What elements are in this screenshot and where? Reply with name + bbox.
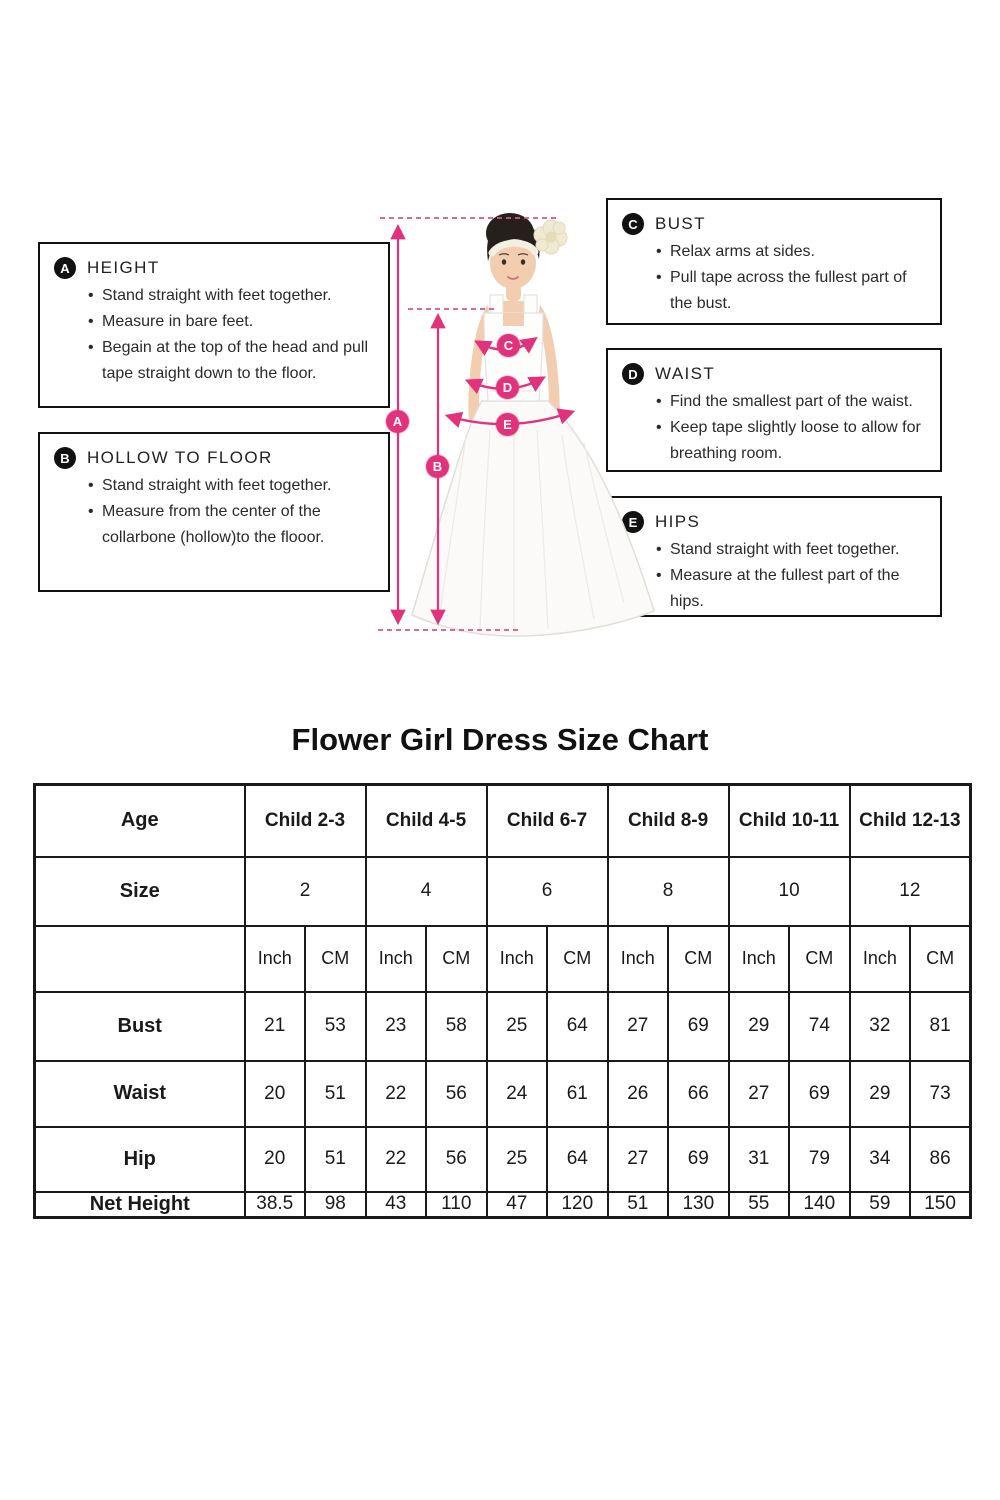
age-header-cell: Child 12-13 bbox=[850, 785, 971, 857]
unit-header-cell: CM bbox=[789, 926, 850, 992]
measure-value-cell: 98 bbox=[305, 1192, 366, 1218]
bullet-dot: • bbox=[88, 339, 94, 356]
letter-e-badge: E bbox=[622, 511, 644, 533]
size-value-cell: 10 bbox=[729, 857, 850, 926]
size-value-cell: 6 bbox=[487, 857, 608, 926]
instruction-title: BUST bbox=[655, 214, 706, 233]
measure-value-cell: 34 bbox=[850, 1127, 911, 1192]
measure-value-cell: 130 bbox=[668, 1192, 729, 1218]
measure-value-cell: 66 bbox=[668, 1061, 729, 1127]
bullet-dot: • bbox=[656, 419, 662, 436]
age-header-cell: Child 8-9 bbox=[608, 785, 729, 857]
unit-header-cell: Inch bbox=[608, 926, 669, 992]
figure-badge-b: B bbox=[426, 455, 449, 478]
measure-value-cell: 20 bbox=[245, 1061, 306, 1127]
measure-value-cell: 22 bbox=[366, 1127, 427, 1192]
instruction-bullet bbox=[88, 283, 378, 309]
unit-header-cell: CM bbox=[305, 926, 366, 992]
measure-value-cell: 26 bbox=[608, 1061, 669, 1127]
size-value-cell: 12 bbox=[850, 857, 971, 926]
measure-value-cell: 140 bbox=[789, 1192, 850, 1218]
unit-header-cell: CM bbox=[668, 926, 729, 992]
unit-header-cell: Inch bbox=[245, 926, 306, 992]
instruction-bullet bbox=[88, 309, 378, 335]
instruction-bullet bbox=[656, 537, 930, 563]
eye bbox=[502, 259, 506, 265]
measure-value-cell: 64 bbox=[547, 1127, 608, 1192]
bullet-dot: • bbox=[88, 477, 94, 494]
instruction-title: WAIST bbox=[655, 364, 716, 383]
square-neckline bbox=[503, 313, 524, 326]
unit-header-cell: CM bbox=[910, 926, 971, 992]
measure-value-cell: 58 bbox=[426, 992, 487, 1061]
unit-header-cell: Inch bbox=[850, 926, 911, 992]
unit-header-cell: Inch bbox=[729, 926, 790, 992]
measure-row-label: Waist bbox=[35, 1061, 245, 1127]
bullet-text: Begain at the top of the head and pull tape straight down to the floor. bbox=[102, 339, 368, 382]
figure-badge-d: D bbox=[496, 376, 519, 399]
table-row bbox=[35, 1061, 971, 1127]
bullet-text: Pull tape across the fullest part of the bust. bbox=[670, 269, 907, 312]
unit-header-cell: Inch bbox=[487, 926, 548, 992]
letter-d-badge: D bbox=[622, 363, 644, 385]
bullet-text: Stand straight with feet together. bbox=[670, 541, 900, 558]
bullet-dot: • bbox=[88, 503, 94, 520]
measure-value-cell: 61 bbox=[547, 1061, 608, 1127]
bullet-text: Relax arms at sides. bbox=[670, 243, 815, 260]
measure-value-cell: 73 bbox=[910, 1061, 971, 1127]
table-row bbox=[35, 785, 971, 857]
measure-value-cell: 21 bbox=[245, 992, 306, 1061]
instruction-bullets bbox=[88, 473, 378, 551]
measure-value-cell: 150 bbox=[910, 1192, 971, 1218]
measure-value-cell: 32 bbox=[850, 992, 911, 1061]
table-row bbox=[35, 1192, 971, 1218]
measure-value-cell: 55 bbox=[729, 1192, 790, 1218]
measure-value-cell: 74 bbox=[789, 992, 850, 1061]
table-row bbox=[35, 857, 971, 926]
table-row bbox=[35, 1127, 971, 1192]
table-row bbox=[35, 926, 971, 992]
measure-value-cell: 23 bbox=[366, 992, 427, 1061]
unit-header-cell: CM bbox=[547, 926, 608, 992]
instruction-bullet bbox=[656, 389, 930, 415]
measure-value-cell: 29 bbox=[729, 992, 790, 1061]
measure-row-label: Hip bbox=[35, 1127, 245, 1192]
figure-badge-a: A bbox=[386, 410, 409, 433]
size-value-cell: 4 bbox=[366, 857, 487, 926]
unit-header-cell: CM bbox=[426, 926, 487, 992]
bullet-text: Measure at the fullest part of the hips. bbox=[670, 567, 900, 610]
bullet-dot: • bbox=[88, 287, 94, 304]
instruction-bullet bbox=[656, 239, 930, 265]
flower-accessory bbox=[534, 220, 567, 254]
instruction-title: HEIGHT bbox=[87, 258, 160, 277]
age-header-cell: Child 2-3 bbox=[245, 785, 366, 857]
bullet-dot: • bbox=[656, 541, 662, 558]
page-title: Flower Girl Dress Size Chart bbox=[291, 722, 709, 757]
measure-value-cell: 59 bbox=[850, 1192, 911, 1218]
measure-value-cell: 29 bbox=[850, 1061, 911, 1127]
measure-value-cell: 25 bbox=[487, 992, 548, 1061]
size-value-cell: 2 bbox=[245, 857, 366, 926]
bullet-dot: • bbox=[656, 243, 662, 260]
measure-value-cell: 24 bbox=[487, 1061, 548, 1127]
measure-value-cell: 56 bbox=[426, 1127, 487, 1192]
measure-value-cell: 51 bbox=[608, 1192, 669, 1218]
instruction-header bbox=[54, 257, 378, 279]
instruction-bullet bbox=[656, 415, 930, 467]
instruction-header bbox=[54, 447, 378, 469]
measure-value-cell: 120 bbox=[547, 1192, 608, 1218]
measure-value-cell: 38.5 bbox=[245, 1192, 306, 1218]
measure-value-cell: 51 bbox=[305, 1127, 366, 1192]
letter-c-badge: C bbox=[622, 213, 644, 235]
bullet-dot: • bbox=[656, 393, 662, 410]
measure-value-cell: 25 bbox=[487, 1127, 548, 1192]
dress-skirt bbox=[412, 401, 654, 636]
measure-value-cell: 69 bbox=[668, 1127, 729, 1192]
letter-b-badge: B bbox=[54, 447, 76, 469]
eye bbox=[521, 259, 525, 265]
bullet-text: Measure in bare feet. bbox=[102, 313, 254, 330]
measure-value-cell: 47 bbox=[487, 1192, 548, 1218]
bullet-text: Find the smallest part of the waist. bbox=[670, 393, 913, 410]
bullet-dot: • bbox=[656, 269, 662, 286]
instruction-bullet bbox=[656, 265, 930, 317]
measure-row-label: Bust bbox=[35, 992, 245, 1061]
instruction-bullet bbox=[656, 563, 930, 615]
measure-value-cell: 43 bbox=[366, 1192, 427, 1218]
bullet-text: Measure from the center of the collarbone (hollow)to the flooor. bbox=[102, 503, 325, 546]
bullet-text: Stand straight with feet together. bbox=[102, 287, 332, 304]
table-row bbox=[35, 992, 971, 1061]
size-value-cell: 8 bbox=[608, 857, 729, 926]
measure-value-cell: 22 bbox=[366, 1061, 427, 1127]
instruction-box-height bbox=[38, 242, 390, 408]
instruction-bullet bbox=[88, 473, 378, 499]
instruction-title: HIPS bbox=[655, 512, 701, 531]
measure-value-cell: 27 bbox=[608, 1127, 669, 1192]
model-figure-illustration bbox=[370, 195, 670, 655]
size-row-label: Size bbox=[35, 857, 245, 926]
unit-header-cell: Inch bbox=[366, 926, 427, 992]
measure-value-cell: 51 bbox=[305, 1061, 366, 1127]
instruction-box-hollow-to-floor bbox=[38, 432, 390, 592]
instruction-bullet bbox=[88, 499, 378, 551]
measure-value-cell: 81 bbox=[910, 992, 971, 1061]
measure-value-cell: 64 bbox=[547, 992, 608, 1061]
figure-badge-c: C bbox=[497, 334, 520, 357]
age-header-cell: Child 10-11 bbox=[729, 785, 850, 857]
measure-value-cell: 86 bbox=[910, 1127, 971, 1192]
empty-label-cell bbox=[35, 926, 245, 992]
measure-value-cell: 53 bbox=[305, 992, 366, 1061]
size-table bbox=[33, 783, 972, 1219]
bullet-dot: • bbox=[656, 567, 662, 584]
instruction-bullets bbox=[656, 537, 930, 615]
measure-value-cell: 69 bbox=[789, 1061, 850, 1127]
measure-value-cell: 56 bbox=[426, 1061, 487, 1127]
letter-a-badge: A bbox=[54, 257, 76, 279]
measure-value-cell: 20 bbox=[245, 1127, 306, 1192]
instruction-bullets bbox=[88, 283, 378, 387]
measure-value-cell: 69 bbox=[668, 992, 729, 1061]
bullet-dot: • bbox=[88, 313, 94, 330]
bullet-text: Stand straight with feet together. bbox=[102, 477, 332, 494]
figure-badge-e: E bbox=[496, 413, 519, 436]
instruction-title: HOLLOW TO FLOOR bbox=[87, 448, 273, 467]
measure-value-cell: 31 bbox=[729, 1127, 790, 1192]
instruction-bullets bbox=[656, 239, 930, 317]
instruction-bullets bbox=[656, 389, 930, 467]
measure-value-cell: 27 bbox=[729, 1061, 790, 1127]
measure-value-cell: 27 bbox=[608, 992, 669, 1061]
measure-value-cell: 110 bbox=[426, 1192, 487, 1218]
bullet-text: Keep tape slightly loose to allow for breathing room. bbox=[670, 419, 921, 462]
instruction-bullet bbox=[88, 335, 378, 387]
measure-value-cell: 79 bbox=[789, 1127, 850, 1192]
age-row-label: Age bbox=[35, 785, 245, 857]
measure-row-label: Net Height bbox=[35, 1192, 245, 1218]
age-header-cell: Child 4-5 bbox=[366, 785, 487, 857]
age-header-cell: Child 6-7 bbox=[487, 785, 608, 857]
